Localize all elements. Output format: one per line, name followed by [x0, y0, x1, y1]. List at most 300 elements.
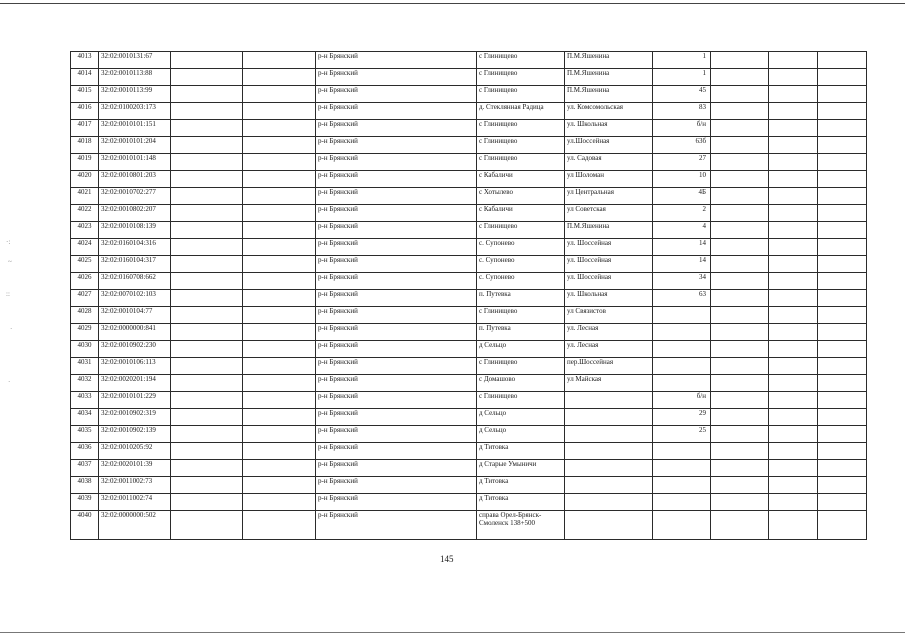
blank-cell: [818, 137, 867, 154]
table-row: [71, 307, 867, 324]
blank-cell: [243, 273, 316, 290]
cadastral-number: 32:02:0010104:77: [99, 307, 171, 324]
row-index: 4022: [71, 205, 99, 222]
table-row: [71, 86, 867, 103]
house-number: б/н: [653, 392, 711, 409]
house-number: 63: [653, 290, 711, 307]
cadastral-number: 32:02:0010101:148: [99, 154, 171, 171]
house-number: [653, 375, 711, 392]
blank-cell: [171, 290, 243, 307]
district: р-н Брянский: [316, 273, 477, 290]
settlement: с. Супонево: [477, 256, 565, 273]
row-index: 4020: [71, 171, 99, 188]
settlement: с Глинищево: [477, 358, 565, 375]
blank-cell: [243, 86, 316, 103]
blank-cell: [243, 222, 316, 239]
house-number: 29: [653, 409, 711, 426]
blank-cell: [818, 341, 867, 358]
row-index: 4015: [71, 86, 99, 103]
row-index: 4019: [71, 154, 99, 171]
street: [565, 409, 653, 426]
street: [565, 511, 653, 540]
row-index: 4038: [71, 477, 99, 494]
cadastral-number: 32:02:0010101:229: [99, 392, 171, 409]
table-row: [71, 477, 867, 494]
blank-cell: [818, 375, 867, 392]
blank-cell: [769, 171, 818, 188]
settlement: д. Стеклянная Радица: [477, 103, 565, 120]
blank-cell: [769, 239, 818, 256]
blank-cell: [769, 52, 818, 69]
blank-cell: [711, 494, 769, 511]
blank-cell: [243, 120, 316, 137]
street: [565, 477, 653, 494]
blank-cell: [171, 494, 243, 511]
blank-cell: [711, 86, 769, 103]
blank-cell: [171, 69, 243, 86]
street: ул.Шоссейная: [565, 137, 653, 154]
blank-cell: [171, 443, 243, 460]
blank-cell: [818, 511, 867, 540]
blank-cell: [171, 137, 243, 154]
blank-cell: [711, 273, 769, 290]
blank-cell: [171, 375, 243, 392]
table-row: [71, 205, 867, 222]
house-number: [653, 324, 711, 341]
blank-cell: [171, 154, 243, 171]
table-row: [71, 103, 867, 120]
blank-cell: [171, 511, 243, 540]
settlement: с Кабаличи: [477, 205, 565, 222]
cadastral-number: 32:02:0010101:151: [99, 120, 171, 137]
blank-cell: [171, 477, 243, 494]
blank-cell: [171, 409, 243, 426]
row-index: 4016: [71, 103, 99, 120]
blank-cell: [711, 239, 769, 256]
blank-cell: [769, 86, 818, 103]
district: р-н Брянский: [316, 426, 477, 443]
table-row: [71, 171, 867, 188]
blank-cell: [818, 52, 867, 69]
blank-cell: [711, 120, 769, 137]
blank-cell: [818, 188, 867, 205]
table-row: [71, 69, 867, 86]
settlement: д Старые Умыничи: [477, 460, 565, 477]
blank-cell: [769, 477, 818, 494]
blank-cell: [243, 154, 316, 171]
blank-cell: [818, 103, 867, 120]
page-number: 145: [440, 554, 454, 564]
cadastral-number: 32:02:0010106:113: [99, 358, 171, 375]
cadastral-number: 32:02:0010801:203: [99, 171, 171, 188]
street: ул. Шоссейная: [565, 273, 653, 290]
cadastral-number: 32:02:0000000:502: [99, 511, 171, 540]
table-row: [71, 409, 867, 426]
street: П.М.Яшенина: [565, 222, 653, 239]
table-row: [71, 426, 867, 443]
cadastral-number: 32:02:0010131:67: [99, 52, 171, 69]
blank-cell: [818, 120, 867, 137]
district: р-н Брянский: [316, 290, 477, 307]
settlement: д Титовка: [477, 443, 565, 460]
street: П.М.Яшенина: [565, 52, 653, 69]
table-row: [71, 460, 867, 477]
blank-cell: [171, 103, 243, 120]
row-index: 4029: [71, 324, 99, 341]
blank-cell: [171, 205, 243, 222]
blank-cell: [769, 205, 818, 222]
district: р-н Брянский: [316, 358, 477, 375]
blank-cell: [818, 460, 867, 477]
blank-cell: [711, 324, 769, 341]
district: р-н Брянский: [316, 188, 477, 205]
scan-artifact: ·: [10, 325, 13, 333]
blank-cell: [711, 69, 769, 86]
cadastral-number: 32:02:0020201:194: [99, 375, 171, 392]
blank-cell: [711, 358, 769, 375]
blank-cell: [818, 86, 867, 103]
blank-cell: [711, 443, 769, 460]
house-number: 27: [653, 154, 711, 171]
blank-cell: [711, 188, 769, 205]
house-number: [653, 477, 711, 494]
blank-cell: [171, 171, 243, 188]
row-index: 4036: [71, 443, 99, 460]
house-number: [653, 341, 711, 358]
row-index: 4039: [71, 494, 99, 511]
blank-cell: [818, 494, 867, 511]
row-index: 4023: [71, 222, 99, 239]
house-number: б/н: [653, 120, 711, 137]
district: р-н Брянский: [316, 460, 477, 477]
blank-cell: [243, 69, 316, 86]
scan-edge-top: [0, 3, 905, 4]
blank-cell: [769, 188, 818, 205]
blank-cell: [711, 52, 769, 69]
row-index: 4013: [71, 52, 99, 69]
blank-cell: [711, 290, 769, 307]
blank-cell: [171, 222, 243, 239]
blank-cell: [769, 426, 818, 443]
table-row: [71, 290, 867, 307]
blank-cell: [171, 392, 243, 409]
settlement: п. Путевка: [477, 290, 565, 307]
blank-cell: [769, 103, 818, 120]
blank-cell: [818, 171, 867, 188]
street: ул Связистов: [565, 307, 653, 324]
cadastral-number: 32:02:0010702:277: [99, 188, 171, 205]
house-number: 25: [653, 426, 711, 443]
district: р-н Брянский: [316, 120, 477, 137]
district: р-н Брянский: [316, 205, 477, 222]
settlement: с. Супонево: [477, 239, 565, 256]
row-index: 4035: [71, 426, 99, 443]
blank-cell: [171, 426, 243, 443]
blank-cell: [711, 341, 769, 358]
blank-cell: [171, 341, 243, 358]
blank-cell: [818, 324, 867, 341]
row-index: 4014: [71, 69, 99, 86]
house-number: 14: [653, 256, 711, 273]
house-number: 34: [653, 273, 711, 290]
street: ул. Лесная: [565, 324, 653, 341]
cadastral-number: 32:02:0010108:139: [99, 222, 171, 239]
blank-cell: [769, 307, 818, 324]
district: р-н Брянский: [316, 341, 477, 358]
district: р-н Брянский: [316, 69, 477, 86]
house-number: 1: [653, 69, 711, 86]
blank-cell: [243, 290, 316, 307]
blank-cell: [818, 256, 867, 273]
cadastral-number: 32:02:0100203:173: [99, 103, 171, 120]
blank-cell: [243, 188, 316, 205]
blank-cell: [243, 426, 316, 443]
street: [565, 392, 653, 409]
blank-cell: [818, 154, 867, 171]
blank-cell: [711, 103, 769, 120]
settlement: с Глинищево: [477, 52, 565, 69]
house-number: 63б: [653, 137, 711, 154]
cadastral-number: 32:02:0010101:204: [99, 137, 171, 154]
district: р-н Брянский: [316, 154, 477, 171]
settlement: д Титовка: [477, 494, 565, 511]
blank-cell: [769, 222, 818, 239]
district: р-н Брянский: [316, 171, 477, 188]
row-index: 4034: [71, 409, 99, 426]
row-index: 4018: [71, 137, 99, 154]
table-row: [71, 222, 867, 239]
blank-cell: [243, 494, 316, 511]
table-row: [71, 239, 867, 256]
blank-cell: [769, 273, 818, 290]
scan-artifact: ·: [8, 378, 11, 386]
street: ул Майская: [565, 375, 653, 392]
blank-cell: [818, 222, 867, 239]
street: [565, 460, 653, 477]
blank-cell: [818, 443, 867, 460]
blank-cell: [243, 103, 316, 120]
blank-cell: [711, 511, 769, 540]
blank-cell: [769, 120, 818, 137]
blank-cell: [171, 324, 243, 341]
blank-cell: [711, 460, 769, 477]
row-index: 4026: [71, 273, 99, 290]
blank-cell: [769, 69, 818, 86]
house-number: 83: [653, 103, 711, 120]
house-number: [653, 460, 711, 477]
table-row: [71, 375, 867, 392]
blank-cell: [818, 426, 867, 443]
district: р-н Брянский: [316, 409, 477, 426]
row-index: 4031: [71, 358, 99, 375]
street: ул Советская: [565, 205, 653, 222]
blank-cell: [818, 477, 867, 494]
blank-cell: [769, 460, 818, 477]
settlement: с Хотылево: [477, 188, 565, 205]
cadastral-number: 32:02:0070102:103: [99, 290, 171, 307]
table-row: [71, 273, 867, 290]
blank-cell: [171, 358, 243, 375]
blank-cell: [711, 222, 769, 239]
blank-cell: [769, 341, 818, 358]
blank-cell: [818, 358, 867, 375]
settlement: с Глинищево: [477, 69, 565, 86]
street: ул. Школьная: [565, 120, 653, 137]
district: р-н Брянский: [316, 477, 477, 494]
blank-cell: [243, 375, 316, 392]
cadastral-number: 32:02:0160104:317: [99, 256, 171, 273]
district: р-н Брянский: [316, 137, 477, 154]
blank-cell: [711, 205, 769, 222]
blank-cell: [243, 307, 316, 324]
row-index: 4027: [71, 290, 99, 307]
district: р-н Брянский: [316, 86, 477, 103]
settlement: с Глинищево: [477, 392, 565, 409]
street: ул Шоломан: [565, 171, 653, 188]
blank-cell: [818, 409, 867, 426]
blank-cell: [171, 239, 243, 256]
street: пер.Шоссейная: [565, 358, 653, 375]
street: ул. Садовая: [565, 154, 653, 171]
cadastral-number: 32:02:0010113:88: [99, 69, 171, 86]
settlement: д Сельцо: [477, 409, 565, 426]
cadastral-number: 32:02:0160104:316: [99, 239, 171, 256]
scan-artifact: ::: [6, 290, 10, 298]
district: р-н Брянский: [316, 443, 477, 460]
blank-cell: [243, 392, 316, 409]
table-row: [71, 52, 867, 69]
district: р-н Брянский: [316, 307, 477, 324]
register-table: [70, 51, 867, 540]
settlement: с Глинищево: [477, 222, 565, 239]
blank-cell: [769, 494, 818, 511]
blank-cell: [769, 392, 818, 409]
blank-cell: [818, 273, 867, 290]
street: [565, 443, 653, 460]
settlement: п. Путевка: [477, 324, 565, 341]
district: р-н Брянский: [316, 52, 477, 69]
table-row: [71, 341, 867, 358]
blank-cell: [769, 324, 818, 341]
blank-cell: [243, 256, 316, 273]
settlement: д Сельцо: [477, 341, 565, 358]
blank-cell: [818, 290, 867, 307]
house-number: [653, 443, 711, 460]
blank-cell: [171, 188, 243, 205]
row-index: 4025: [71, 256, 99, 273]
row-index: 4030: [71, 341, 99, 358]
district: р-н Брянский: [316, 239, 477, 256]
street: ул Центральная: [565, 188, 653, 205]
blank-cell: [818, 239, 867, 256]
blank-cell: [769, 137, 818, 154]
blank-cell: [818, 69, 867, 86]
district: р-н Брянский: [316, 324, 477, 341]
settlement: с. Супонево: [477, 273, 565, 290]
settlement: с Глинищево: [477, 120, 565, 137]
house-number: 2: [653, 205, 711, 222]
blank-cell: [243, 341, 316, 358]
district: р-н Брянский: [316, 103, 477, 120]
blank-cell: [769, 511, 818, 540]
blank-cell: [243, 511, 316, 540]
street: [565, 494, 653, 511]
table-row: [71, 511, 867, 540]
table-row: [71, 324, 867, 341]
blank-cell: [171, 460, 243, 477]
blank-cell: [711, 307, 769, 324]
blank-cell: [711, 154, 769, 171]
table-row: [71, 358, 867, 375]
blank-cell: [769, 358, 818, 375]
cadastral-number: 32:02:0011002:73: [99, 477, 171, 494]
blank-cell: [243, 460, 316, 477]
blank-cell: [818, 205, 867, 222]
scan-artifact: ~: [8, 258, 12, 266]
table-row: [71, 154, 867, 171]
row-index: 4040: [71, 511, 99, 540]
blank-cell: [171, 256, 243, 273]
row-index: 4037: [71, 460, 99, 477]
blank-cell: [711, 477, 769, 494]
blank-cell: [243, 239, 316, 256]
table-row: [71, 494, 867, 511]
house-number: [653, 494, 711, 511]
district: р-н Брянский: [316, 511, 477, 540]
table-row: [71, 188, 867, 205]
district: р-н Брянский: [316, 256, 477, 273]
blank-cell: [243, 137, 316, 154]
blank-cell: [243, 443, 316, 460]
cadastral-number: 32:02:0010113:99: [99, 86, 171, 103]
cadastral-number: 32:02:0010902:319: [99, 409, 171, 426]
blank-cell: [171, 86, 243, 103]
street: ул. Комсомольская: [565, 103, 653, 120]
settlement: справа Орел-Брянск-Смоленск 138+500: [477, 511, 565, 540]
house-number: 4Б: [653, 188, 711, 205]
blank-cell: [711, 392, 769, 409]
settlement: с Кабаличи: [477, 171, 565, 188]
blank-cell: [243, 205, 316, 222]
blank-cell: [769, 154, 818, 171]
district: р-н Брянский: [316, 375, 477, 392]
blank-cell: [818, 392, 867, 409]
blank-cell: [818, 307, 867, 324]
blank-cell: [171, 120, 243, 137]
row-index: 4024: [71, 239, 99, 256]
row-index: 4032: [71, 375, 99, 392]
settlement: с Глинищево: [477, 307, 565, 324]
house-number: [653, 307, 711, 324]
cadastral-number: 32:02:0160708:662: [99, 273, 171, 290]
table-row: [71, 120, 867, 137]
house-number: 45: [653, 86, 711, 103]
cadastral-number: 32:02:0010902:230: [99, 341, 171, 358]
street: П.М.Яшенина: [565, 86, 653, 103]
street: П.М.Яшенина: [565, 69, 653, 86]
house-number: [653, 511, 711, 540]
blank-cell: [243, 477, 316, 494]
street: ул. Лесная: [565, 341, 653, 358]
settlement: с Домашово: [477, 375, 565, 392]
house-number: [653, 358, 711, 375]
cadastral-number: 32:02:0000000:841: [99, 324, 171, 341]
table-row: [71, 256, 867, 273]
street: ул. Школьная: [565, 290, 653, 307]
table-row: [71, 392, 867, 409]
settlement: с Глинищево: [477, 154, 565, 171]
settlement: с Глинищево: [477, 86, 565, 103]
